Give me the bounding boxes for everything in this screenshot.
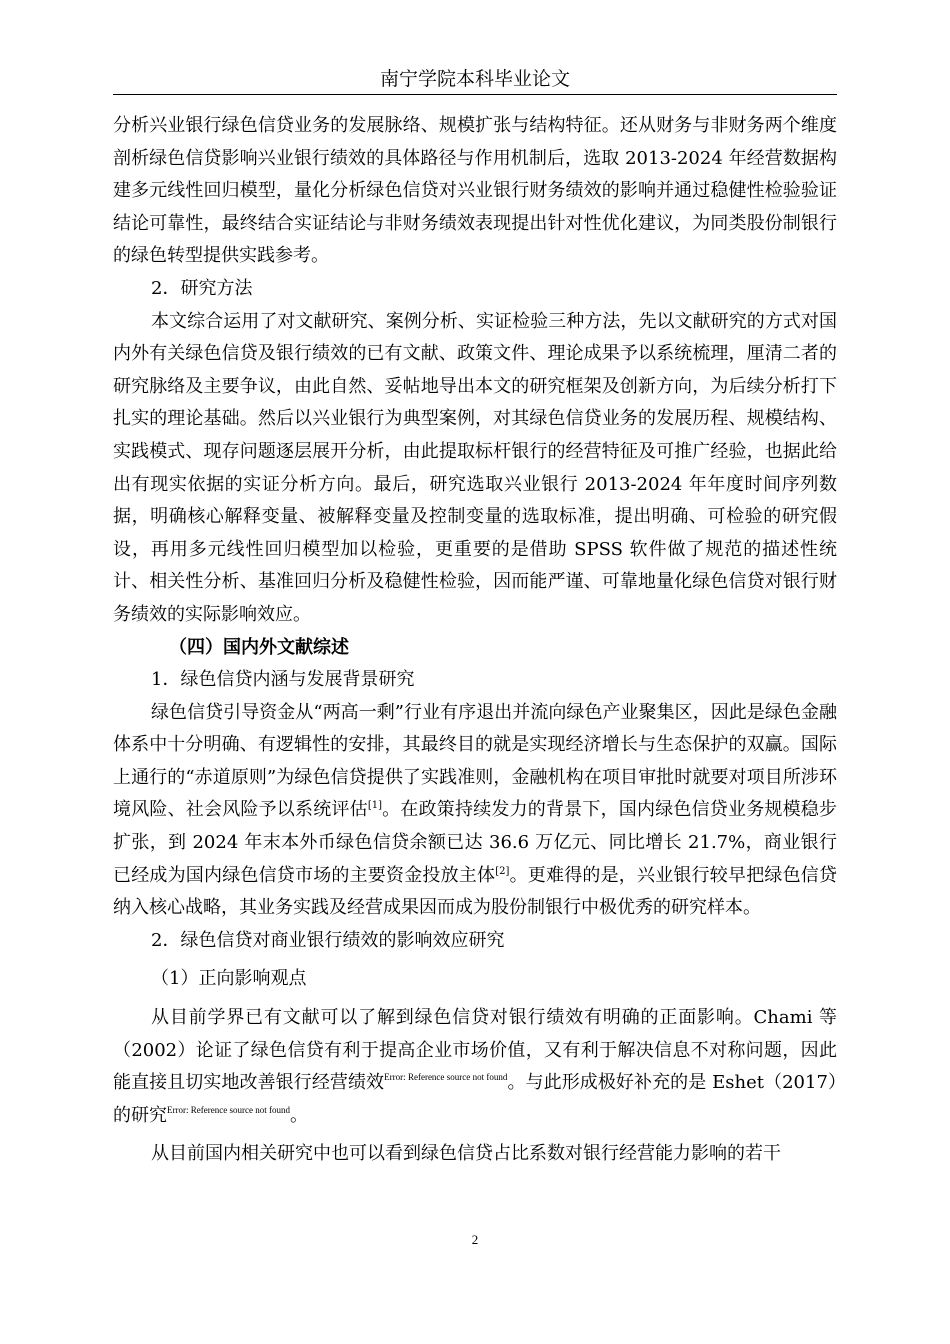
paragraph-research-content: 分析兴业银行绿色信贷业务的发展脉络、规模扩张与结构特征。还从财务与非财务两个维度剖析绿色信贷影响兴业银行绩效的具体路径与作用机制后，选取 2013-2024 年经营数据构建多元线性回归模型，量化分析绿色信贷对兴业银行财务绩效的影响并通过稳健性检验验证结论可靠性，最终结合实证结论与非财务绩效表现提出针对性优化建议，为同类股份制银行的绿色转型提供实践参考。 xyxy=(113,115,837,267)
reference-error-2: Error: Reference source not found xyxy=(167,1104,290,1115)
paragraph-text: 。在政策持续发力的背景下，国内绿色信贷业务规模稳步扩张，到 2024 年末本外币绿色信贷余额已达 36.6 万亿元、同比增长 21.7%，商业银行已经成为国内绿色信贷市场的主要资金投放主体 xyxy=(113,799,837,886)
paragraph-green-credit-background xyxy=(113,697,837,925)
page-header: 南宁学院本科毕业论文 xyxy=(113,66,837,95)
paragraph-text: 绿色信贷引导资金从“两高一剩”行业有序退出并流向绿色产业聚集区，因此是绿色金融体系中十分明确、有逻辑性的安排，其最终目的就是实现经济增长与生态保护的双赢。国际上通行的“赤道原则”为绿色信贷提供了实践准则，金融机构在项目审批时就要对项目所涉环境风险、社会风险予以系统评估 xyxy=(113,701,837,821)
paragraph-research-method: 本文综合运用了对文献研究、案例分析、实证检验三种方法，先以文献研究的方式对国内外有关绿色信贷及银行绩效的已有文献、政策文件、理论成果予以系统梳理，厘清二者的研究脉络及主要争议，由此自然、妥帖地导出本文的研究框架及创新方向，为后续分析打下扎实的理论基础。然后以兴业银行为典型案例，对其绿色信贷业务的发展历程、规模结构、实践模式、现存问题逐层展开分析，由此提取标杆银行的经营特征及可推广经验，也据此给出有现实依据的实证分析方向。最后，研究选取兴业银行 2013-2024 年年度时间序列数据，明确核心解释变量、被解释变量及控制变量的选取标准，提出明确、可检验的研究假设，再用多元线性回归模型加以检验，更重要的是借助 SPSS 软件做了规范的描述性统计、相关性分析、基准回归分析及稳健性检验，因而能严谨、可靠地量化绿色信贷对银行财务绩效的实际影响效应。 xyxy=(113,310,837,625)
paragraph-text: 。更难得的是，兴业银行较早把绿色信贷纳入核心战略，其业务实践及经营成果因而成为股份制银行中极优秀的研究样本。 xyxy=(113,864,838,919)
paragraph-domestic-research: 从目前国内相关研究中也可以看到绿色信贷占比系数对银行经营能力影响的若干 xyxy=(151,1143,781,1165)
heading-green-credit-connotation: 1．绿色信贷内涵与发展背景研究 xyxy=(151,669,415,691)
heading-positive-view: （1）正向影响观点 xyxy=(151,968,307,990)
heading-effect-research: 2．绿色信贷对商业银行绩效的影响效应研究 xyxy=(151,929,505,951)
page-number: 2 xyxy=(471,1232,479,1247)
heading-literature-review: （四）国内外文献综述 xyxy=(169,636,349,658)
paragraph-text: 。与此形成极好补充的是 Eshet（2017）的研究 xyxy=(113,1072,837,1126)
paragraph-text: 。 xyxy=(289,1104,308,1126)
citation-ref-2: [2] xyxy=(495,865,510,877)
heading-research-method: 2．研究方法 xyxy=(151,277,253,299)
paragraph-text: 从目前学界已有文献可以了解到绿色信贷对银行绩效有明确的正面影响。Chami 等（2002）论证了绿色信贷有利于提高企业市场价值，又有利于解决信息不对称问题，因此能直接且切实地改善银行经营绩效 xyxy=(113,1007,837,1094)
paragraph-positive-view xyxy=(113,1002,837,1132)
reference-error-1: Error: Reference source not found xyxy=(384,1072,508,1083)
citation-ref-1: [1] xyxy=(367,800,382,812)
document-body xyxy=(113,110,837,1171)
